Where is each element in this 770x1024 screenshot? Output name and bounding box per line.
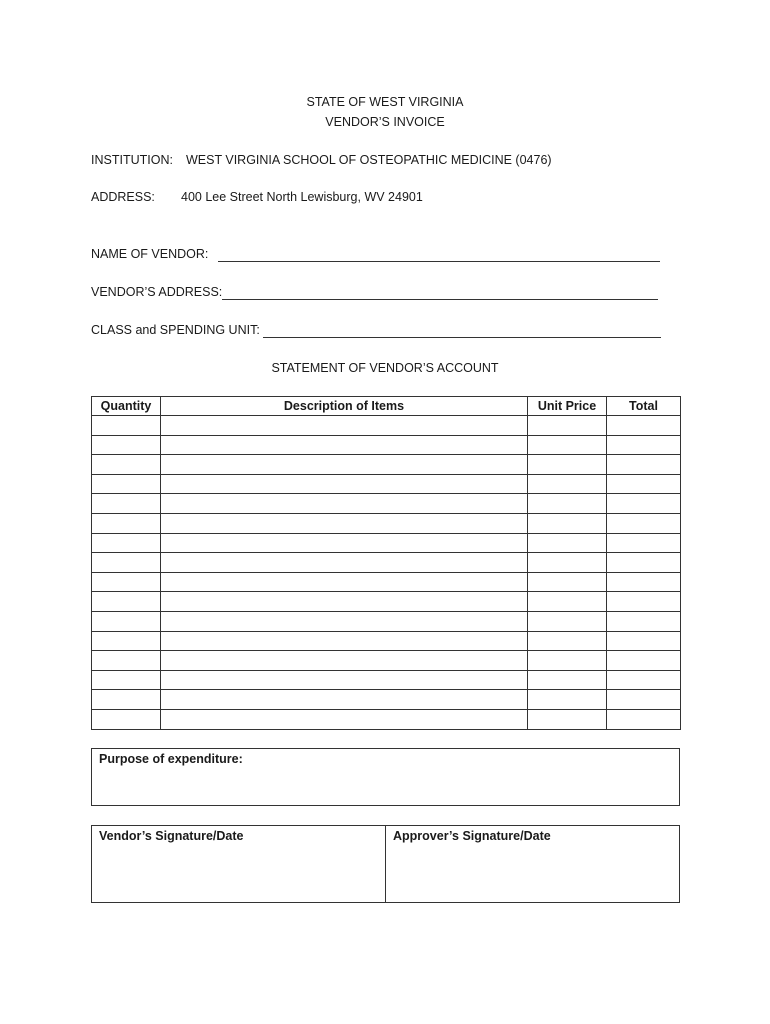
items-table — [91, 396, 681, 730]
approver-signature-box[interactable] — [385, 825, 680, 903]
column-header-total: Total — [607, 397, 681, 416]
statement-title: STATEMENT OF VENDOR’S ACCOUNT — [271, 361, 499, 375]
description-cell[interactable] — [161, 592, 528, 612]
description-cell[interactable] — [161, 572, 528, 592]
total-cell[interactable] — [607, 651, 681, 671]
approver-signature-label: Approver’s Signature/Date — [393, 829, 551, 843]
form-title: VENDOR’S INVOICE — [325, 115, 445, 129]
table-row — [92, 690, 681, 710]
vendor-name-field[interactable] — [218, 247, 660, 262]
table-row — [92, 651, 681, 671]
institution-label: INSTITUTION: — [91, 153, 173, 167]
column-header-description: Description of Items — [161, 397, 528, 416]
unit-price-cell[interactable] — [528, 690, 607, 710]
unit-price-cell[interactable] — [528, 592, 607, 612]
total-cell[interactable] — [607, 553, 681, 573]
total-cell[interactable] — [607, 631, 681, 651]
description-cell[interactable] — [161, 474, 528, 494]
unit-price-cell[interactable] — [528, 474, 607, 494]
total-cell[interactable] — [607, 416, 681, 436]
description-cell[interactable] — [161, 690, 528, 710]
unit-price-cell[interactable] — [528, 709, 607, 729]
institution-value: WEST VIRGINIA SCHOOL OF OSTEOPATHIC MEDICINE (0476) — [186, 153, 552, 167]
table-row — [92, 435, 681, 455]
unit-price-cell[interactable] — [528, 670, 607, 690]
quantity-cell[interactable] — [92, 572, 161, 592]
table-row — [92, 416, 681, 436]
table-row — [92, 513, 681, 533]
vendor-address-label: VENDOR’S ADDRESS: — [91, 285, 223, 299]
unit-price-cell[interactable] — [528, 455, 607, 475]
vendor-name-label: NAME OF VENDOR: — [91, 247, 209, 261]
address-label: ADDRESS: — [91, 190, 155, 204]
total-cell[interactable] — [607, 435, 681, 455]
unit-price-cell[interactable] — [528, 631, 607, 651]
purpose-of-expenditure-box[interactable] — [91, 748, 680, 806]
table-row — [92, 611, 681, 631]
vendor-signature-box[interactable] — [91, 825, 386, 903]
unit-price-cell[interactable] — [528, 513, 607, 533]
quantity-cell[interactable] — [92, 474, 161, 494]
vendor-address-field[interactable] — [222, 285, 658, 300]
description-cell[interactable] — [161, 670, 528, 690]
address-value: 400 Lee Street North Lewisburg, WV 24901 — [181, 190, 423, 204]
quantity-cell[interactable] — [92, 416, 161, 436]
column-header-quantity: Quantity — [92, 397, 161, 416]
total-cell[interactable] — [607, 494, 681, 514]
total-cell[interactable] — [607, 709, 681, 729]
total-cell[interactable] — [607, 572, 681, 592]
total-cell[interactable] — [607, 611, 681, 631]
table-row — [92, 455, 681, 475]
unit-price-cell[interactable] — [528, 435, 607, 455]
quantity-cell[interactable] — [92, 592, 161, 612]
class-spending-unit-label: CLASS and SPENDING UNIT: — [91, 323, 260, 337]
quantity-cell[interactable] — [92, 670, 161, 690]
unit-price-cell[interactable] — [528, 416, 607, 436]
description-cell[interactable] — [161, 494, 528, 514]
unit-price-cell[interactable] — [528, 553, 607, 573]
purpose-label: Purpose of expenditure: — [99, 752, 243, 766]
total-cell[interactable] — [607, 455, 681, 475]
unit-price-cell[interactable] — [528, 651, 607, 671]
table-row — [92, 670, 681, 690]
table-row — [92, 474, 681, 494]
quantity-cell[interactable] — [92, 533, 161, 553]
items-table-header — [92, 397, 681, 416]
description-cell[interactable] — [161, 513, 528, 533]
total-cell[interactable] — [607, 690, 681, 710]
total-cell[interactable] — [607, 533, 681, 553]
description-cell[interactable] — [161, 455, 528, 475]
table-row — [92, 494, 681, 514]
unit-price-cell[interactable] — [528, 494, 607, 514]
table-row — [92, 592, 681, 612]
quantity-cell[interactable] — [92, 690, 161, 710]
total-cell[interactable] — [607, 513, 681, 533]
table-row — [92, 709, 681, 729]
total-cell[interactable] — [607, 670, 681, 690]
state-title: STATE OF WEST VIRGINIA — [306, 95, 464, 109]
table-row — [92, 631, 681, 651]
unit-price-cell[interactable] — [528, 533, 607, 553]
quantity-cell[interactable] — [92, 513, 161, 533]
description-cell[interactable] — [161, 416, 528, 436]
quantity-cell[interactable] — [92, 455, 161, 475]
table-row — [92, 553, 681, 573]
description-cell[interactable] — [161, 533, 528, 553]
unit-price-cell[interactable] — [528, 611, 607, 631]
description-cell[interactable] — [161, 611, 528, 631]
quantity-cell[interactable] — [92, 553, 161, 573]
total-cell[interactable] — [607, 474, 681, 494]
table-row — [92, 572, 681, 592]
quantity-cell[interactable] — [92, 494, 161, 514]
description-cell[interactable] — [161, 709, 528, 729]
description-cell[interactable] — [161, 631, 528, 651]
description-cell[interactable] — [161, 651, 528, 671]
unit-price-cell[interactable] — [528, 572, 607, 592]
quantity-cell[interactable] — [92, 709, 161, 729]
vendor-signature-label: Vendor’s Signature/Date — [99, 829, 244, 843]
quantity-cell[interactable] — [92, 631, 161, 651]
description-cell[interactable] — [161, 553, 528, 573]
quantity-cell[interactable] — [92, 611, 161, 631]
quantity-cell[interactable] — [92, 651, 161, 671]
column-header-unit-price: Unit Price — [528, 397, 607, 416]
description-cell[interactable] — [161, 435, 528, 455]
class-spending-unit-field[interactable] — [263, 323, 661, 338]
table-row — [92, 533, 681, 553]
quantity-cell[interactable] — [92, 435, 161, 455]
total-cell[interactable] — [607, 592, 681, 612]
